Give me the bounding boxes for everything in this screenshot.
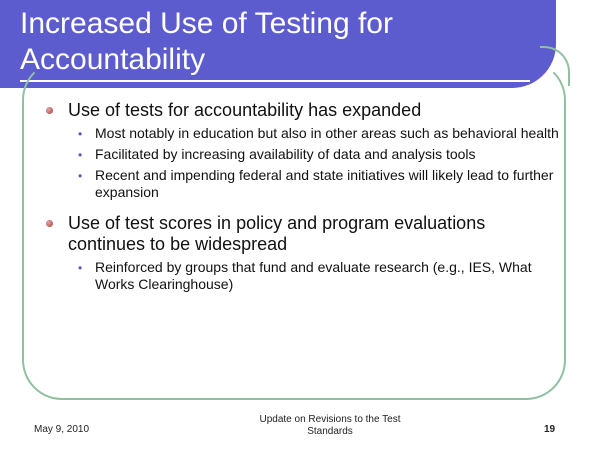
bullet-1 [40,100,560,121]
subbullet-1-3-text: Recent and impending federal and state initiatives will likely lead to further expansion [95,167,554,200]
slide-title: Increased Use of Testing for Accountability [20,7,393,76]
frame-corner [540,46,570,86]
slide-content [40,100,560,297]
subbullet-1-2-text: Facilitated by increasing availability of data and analysis tools [95,146,476,162]
spacer [40,205,560,213]
bullet-list [40,100,560,293]
subbullet-dot-icon: • [78,169,83,183]
subbullet-1-2 [40,146,560,163]
bullet-1-text: Use of tests for accountability has expanded [68,100,422,120]
subbullet-1-1-text: Most notably in education but also in other areas such as behavioral health [95,125,559,141]
page-number: 19 [544,424,556,435]
subbullet-dot-icon: • [78,148,83,162]
footer-date: May 9, 2010 [34,424,90,435]
bullet-dot-icon [46,220,53,227]
subbullet-dot-icon: • [78,261,83,275]
bullet-2 [40,213,560,255]
bullet-dot-icon [46,107,53,114]
subbullet-1-3 [40,167,560,201]
subbullet-dot-icon: • [78,127,83,141]
subbullet-1-1 [40,125,560,142]
bullet-2-text: Use of test scores in policy and program evaluations continues to be widespread [68,213,486,254]
subbullet-2-1-text: Reinforced by groups that fund and evaluate research (e.g., IES, What Works Clearinghouse) [95,259,532,292]
footer-title: Update on Revisions to the Test Standards [259,414,401,437]
subbullet-2-1 [40,259,560,293]
